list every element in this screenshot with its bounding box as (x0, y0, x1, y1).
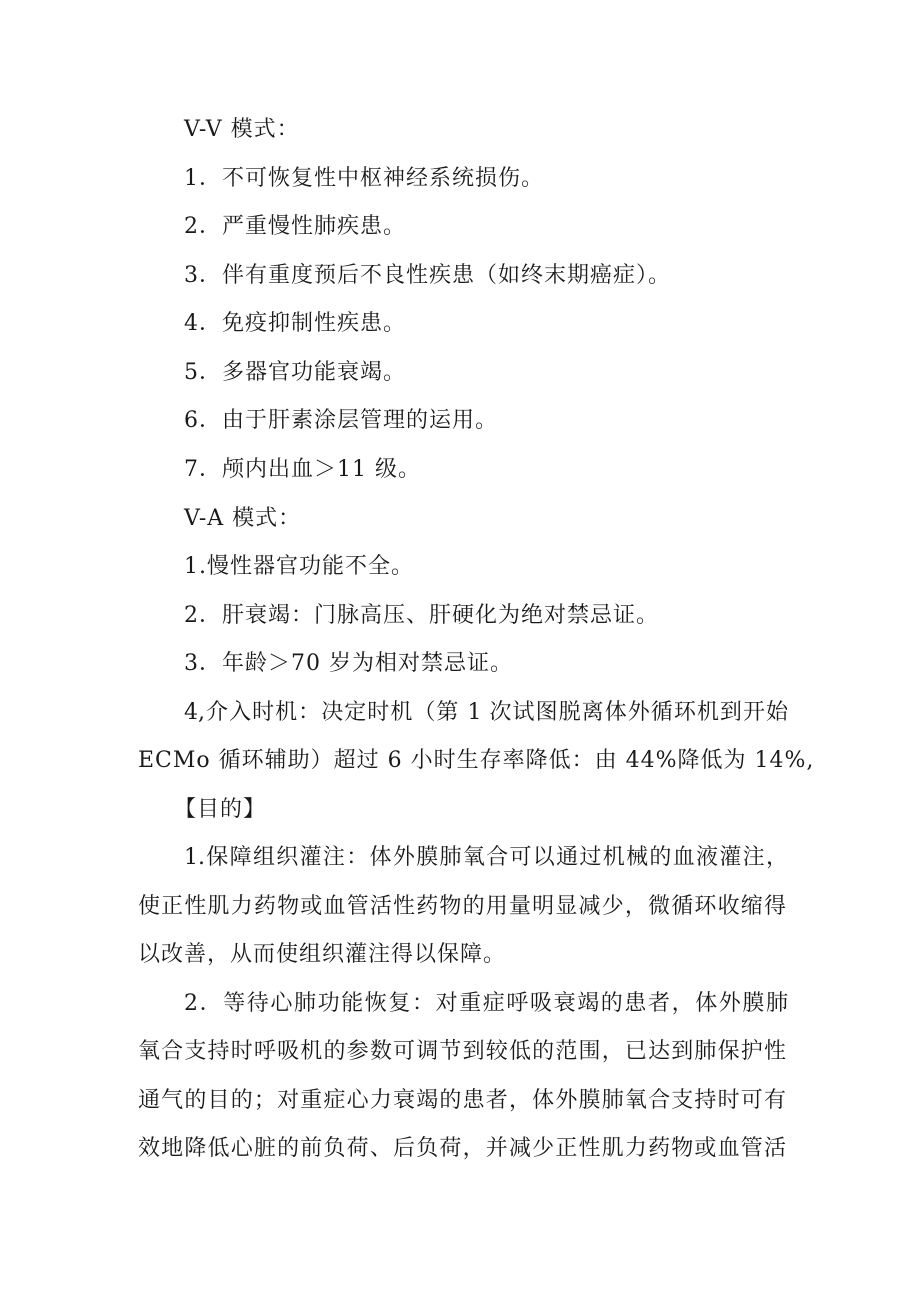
purpose-paragraph-1-line-3: 以改善，从而使组织灌注得以保障。 (138, 942, 507, 967)
va-item-1: 1.慢性器官功能不全。 (184, 554, 414, 579)
va-item-4-line-2: ECMo 循环辅助）超过 6 小时生存率降低：由 44%降低为 14%, (138, 748, 815, 773)
vv-item-2: 2．严重慢性肺疾患。 (184, 214, 406, 239)
va-item-2: 2．肝衰竭：门脉高压、肝硬化为绝对禁忌证。 (184, 603, 659, 628)
vv-mode-heading: V-V 模式： (184, 117, 300, 142)
purpose-paragraph-2-line-3: 通气的目的；对重症心力衰竭的患者，体外膜肺氧合支持时可有 (138, 1088, 786, 1113)
vv-item-6: 6．由于肝素涂层管理的运用。 (184, 408, 498, 433)
vv-item-1: 1．不可恢复性中枢神经系统损伤。 (184, 166, 544, 191)
purpose-paragraph-2-line-4: 效地降低心脏的前负荷、后负荷，并减少正性肌力药物或血管活 (138, 1136, 786, 1161)
purpose-paragraph-1-line-2: 使正性肌力药物或血管活性药物的用量明显减少，微循环收缩得 (138, 894, 786, 919)
vv-item-7: 7．颅内出血＞11 级。 (184, 457, 421, 482)
purpose-paragraph-2-line-2: 氧合支持时呼吸机的参数可调节到较低的范围，已达到肺保护性 (138, 1039, 786, 1064)
vv-item-5: 5．多器官功能衰竭。 (184, 360, 406, 385)
va-item-3: 3．年龄＞70 岁为相对禁忌证。 (184, 651, 513, 676)
vv-item-3: 3．伴有重度预后不良性疾患（如终末期癌症）。 (184, 263, 671, 288)
va-item-4-line-1: 4,介入时机：决定时机（第 1 次试图脱离体外循环机到开始 (184, 700, 788, 725)
vv-item-4: 4．免疫抑制性疾患。 (184, 311, 406, 336)
va-mode-heading: V-A 模式： (184, 506, 302, 531)
purpose-paragraph-2-line-1: 2．等待心肺功能恢复：对重症呼吸衰竭的患者，体外膜肺 (184, 991, 788, 1016)
purpose-paragraph-1-line-1: 1.保障组织灌注：体外膜肺氧合可以通过机械的血液灌注， (184, 845, 788, 870)
purpose-heading: 【目的】 (174, 797, 267, 822)
